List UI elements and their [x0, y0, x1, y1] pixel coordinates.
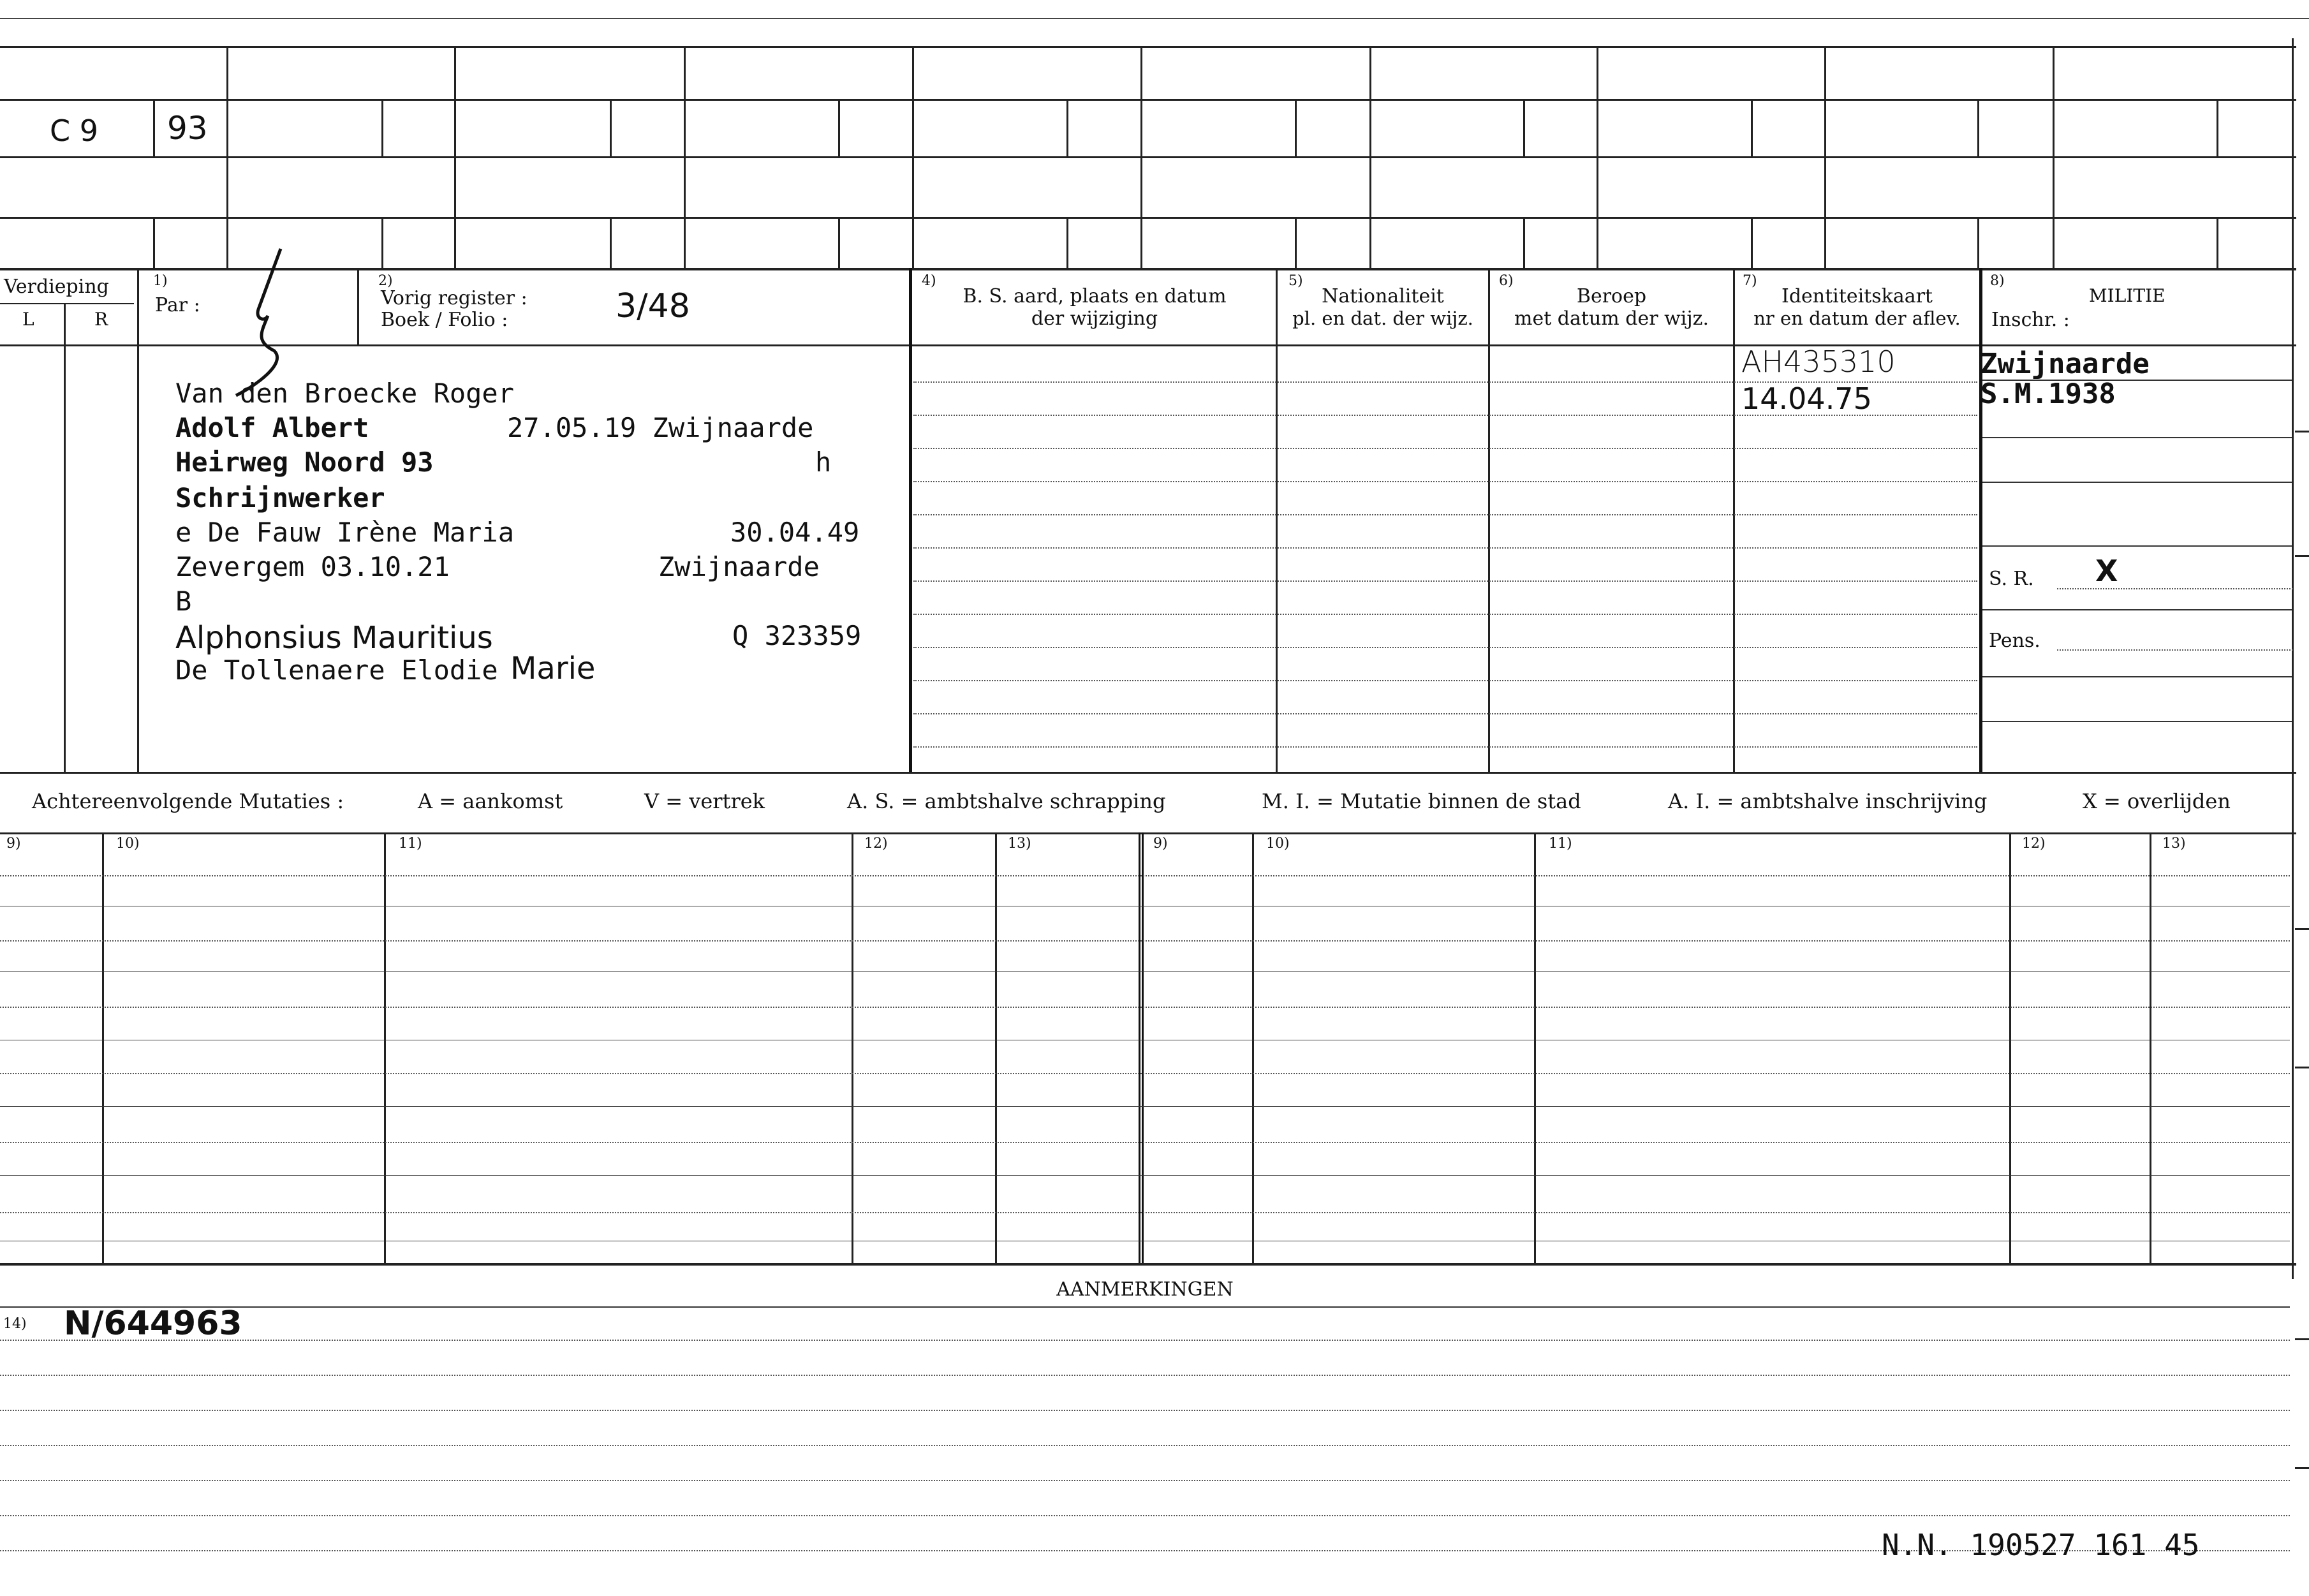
verdieping-l-label: L [22, 309, 34, 330]
person-line-7: B [175, 586, 192, 617]
mutaties-overlijden: X = overlijden [2083, 789, 2231, 813]
militia-inschr-class: S.M.1938 [1981, 378, 2116, 410]
person-line-3-right: h [815, 447, 832, 478]
militie-title: MILITIE [2089, 285, 2165, 306]
verdieping-label: Verdieping [4, 276, 109, 298]
person-line-2: Adolf Albert [175, 412, 369, 443]
person-line-6: Zevergem 03.10.21 [175, 551, 450, 582]
person-line-1: Van den Broecke Roger [175, 378, 515, 409]
militia-sr-value: X [2095, 554, 2118, 588]
mutation-col-13-left: 13) [1008, 836, 1031, 852]
mutaties-schrapping: A. S. = ambtshalve schrapping [847, 789, 1166, 813]
person-line-4: Schrijnwerker [175, 482, 385, 514]
person-line-5: e De Fauw Irène Maria [175, 517, 515, 548]
aanmerkingen-value: N/644963 [64, 1304, 242, 1343]
national-number: N.N. 190527 161 45 [1882, 1528, 2200, 1562]
par-signature-mark [230, 246, 306, 399]
col5-header-line2: pl. en dat. der wijz. [1292, 307, 1473, 329]
mutaties-inschrijving: A. I. = ambtshalve inschrijving [1668, 789, 1988, 813]
mutaties-title: Achtereenvolgende Mutaties : [32, 789, 344, 813]
mutation-col-9-right: 9) [1153, 836, 1168, 852]
col6-header-line2: met datum der wijz. [1514, 307, 1709, 330]
person-line-9-extra: Marie [510, 651, 596, 686]
col4-number: 4) [922, 273, 936, 289]
col8-number: 8) [1990, 273, 2005, 289]
mutaties-aankomst: A = aankomst [418, 789, 563, 813]
aanmerkingen-number: 14) [3, 1316, 27, 1332]
vorig-register-value: 3/48 [616, 287, 690, 325]
col1-number: 1) [153, 273, 168, 289]
mutation-col-12-right: 12) [2022, 836, 2046, 852]
col6-number: 6) [1499, 273, 1514, 289]
mutation-col-11-left: 11) [399, 836, 422, 852]
mutation-col-11-right: 11) [1549, 836, 1572, 852]
person-line-8-right: Q 323359 [732, 620, 862, 651]
aanmerkingen-title: AANMERKINGEN [1056, 1278, 1234, 1301]
person-line-8: Alphonsius Mauritius [175, 620, 493, 656]
person-line-9: De Tollenaere Elodie [175, 654, 498, 686]
col2-number: 2) [378, 273, 393, 289]
mutation-col-10-right: 10) [1266, 836, 1290, 852]
identity-card-date: 14.04.75 [1741, 381, 1872, 416]
person-line-3: Heirweg Noord 93 [175, 447, 434, 478]
mutation-col-13-right: 13) [2162, 836, 2186, 852]
person-line-5-right: 30.04.49 [730, 517, 860, 548]
mutation-col-10-left: 10) [116, 836, 140, 852]
person-line-2-right: 27.05.19 Zwijnaarde [507, 412, 814, 443]
par-label: Par : [155, 294, 200, 316]
col4-header-line2: der wijziging [1031, 307, 1158, 330]
col7-header-line1: Identiteitskaart [1782, 285, 1933, 307]
top-grid-number: 93 [167, 110, 208, 147]
verdieping-r-label: R [94, 309, 108, 330]
militie-inschr-label: Inschr. : [1991, 309, 2070, 331]
mutation-col-12-left: 12) [864, 836, 888, 852]
mutation-col-9-left: 9) [6, 836, 21, 852]
col7-header-line2: nr en datum der aflev. [1753, 307, 1961, 329]
vorig-register-label: Vorig register : [381, 287, 527, 309]
mutaties-mutatie-stad: M. I. = Mutatie binnen de stad [1262, 789, 1581, 813]
militia-pens-label: Pens. [1989, 630, 2040, 652]
mutaties-vertrek: V = vertrek [644, 789, 765, 813]
boek-folio-label: Boek / Folio : [381, 309, 508, 331]
col5-number: 5) [1288, 273, 1303, 289]
top-grid-code: C 9 [50, 114, 99, 148]
militia-sr-label: S. R. [1989, 568, 2034, 590]
col7-number: 7) [1743, 273, 1757, 289]
identity-card-number: AH435310 [1741, 344, 1896, 379]
col5-header-line1: Nationaliteit [1322, 285, 1444, 307]
person-line-6-right: Zwijnaarde [658, 551, 820, 582]
col4-header-line1: B. S. aard, plaats en datum [963, 285, 1227, 307]
militia-inschr-place: Zwijnaarde [1981, 348, 2150, 380]
col6-header-line1: Beroep [1576, 285, 1647, 307]
